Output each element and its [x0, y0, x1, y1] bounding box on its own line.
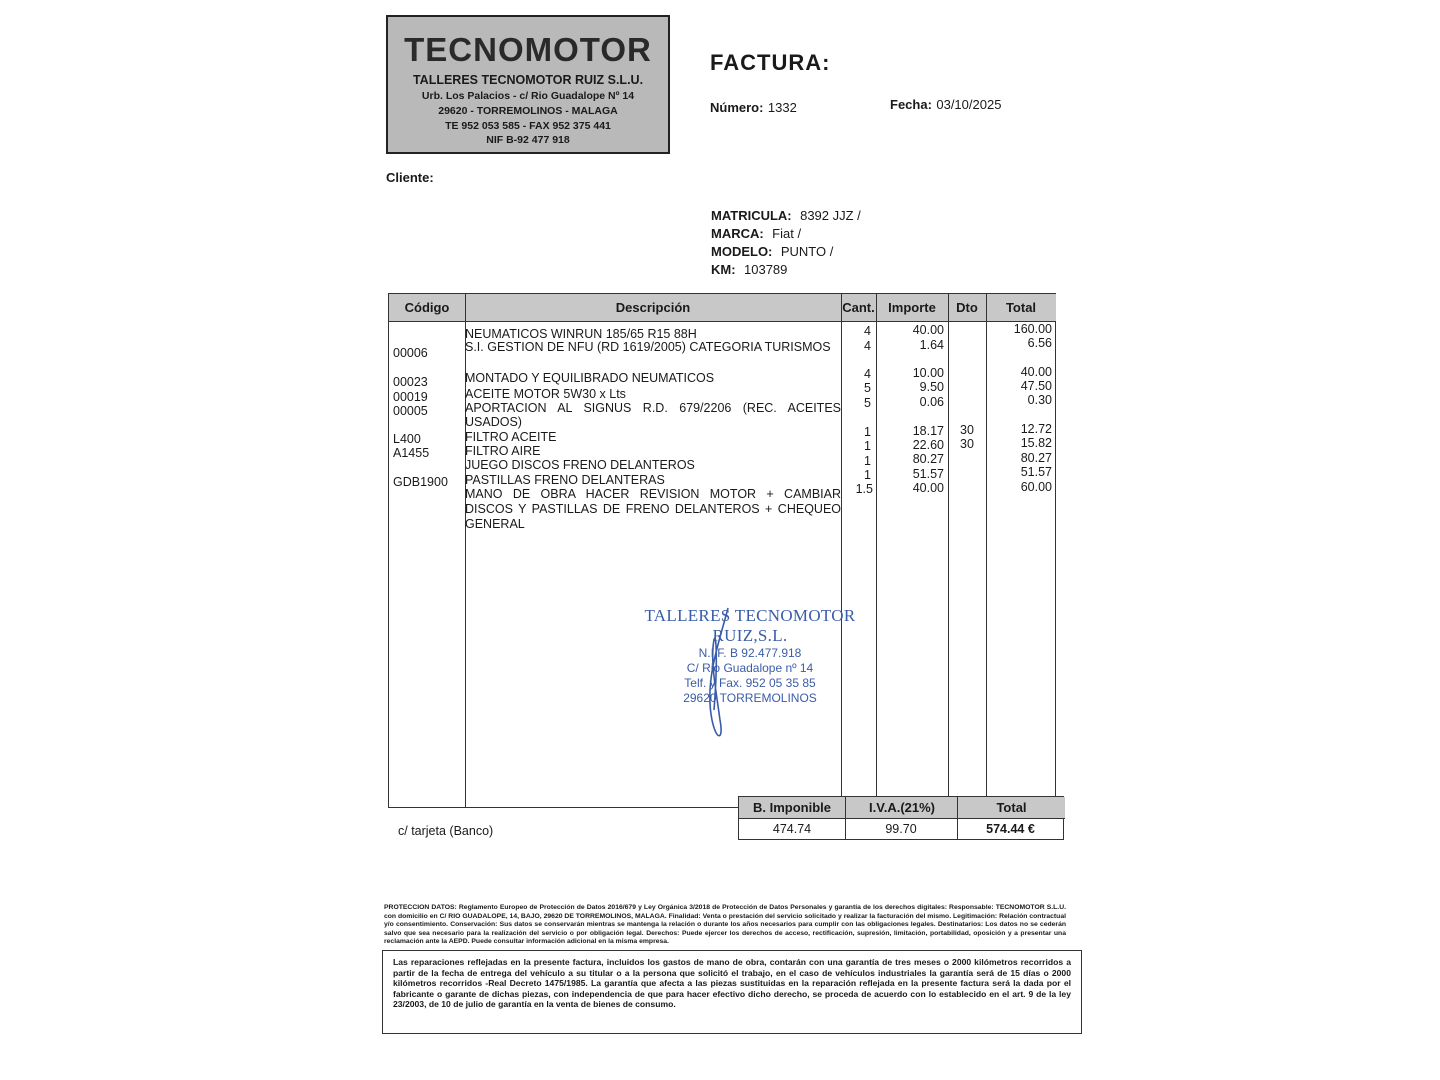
row-quantity: 1 — [864, 468, 871, 482]
vehicle-model — [711, 243, 833, 261]
row-description: MONTADO Y EQUILIBRADO NEUMATICOS — [465, 371, 715, 385]
row-total: 47.50 — [1020, 379, 1052, 393]
row-code: 00023 — [393, 375, 428, 389]
signature-icon — [690, 600, 750, 750]
row-price: 10.00 — [912, 366, 944, 380]
row-code: 00019 — [393, 390, 428, 404]
client-label: Cliente: — [386, 170, 434, 185]
row-discount: 30 — [960, 437, 974, 451]
row-description: S.I. GESTION DE NFU (RD 1619/2005) CATEGORIA TURISMOS — [465, 340, 831, 354]
vehicle-brand — [711, 225, 801, 243]
warranty-text: Las reparaciones reflejadas en la presente factura, incluidos los gastos de mano de obra, contarán con una garantía de tres meses o 2000 kilómetros recorridos a partir de la fecha de entrega del vehículo a su titular o a la persona que solicitó el trabajo, en el caso de vehículos industriales la garantía será de 15 días o 2000 kilómetros recorridos -Real Decreto 1475/1985. La garantía que afecta a las piezas sustituidas en la reparación reflejada en la presente factura será la dada por el fabricante o garante de dichas piezas, con independencia de que para hacer efectivo dicho derecho, se proceda de acuerdo con lo establecido en el art. 9 de la ley 23/2003, de 10 de julio de garantía en la venta de bienes de consumo. — [393, 957, 1071, 1010]
brand-value: Fiat / — [772, 226, 802, 241]
row-price: 40.00 — [912, 481, 944, 495]
row-price: 22.60 — [912, 438, 944, 452]
invoice-date-label: Fecha: — [890, 97, 932, 112]
invoice-title: FACTURA: — [710, 50, 831, 75]
invoice-number — [710, 99, 797, 117]
header-discount: Dto — [948, 294, 986, 322]
total-label: Total — [957, 797, 1065, 819]
row-quantity: 5 — [864, 396, 871, 410]
row-code: GDB1900 — [393, 475, 448, 489]
row-total: 160.00 — [1013, 322, 1052, 336]
warranty-notice — [382, 950, 1082, 1034]
row-total: 0.30 — [1027, 393, 1052, 407]
row-quantity: 1.5 — [855, 482, 873, 496]
row-total: 51.57 — [1020, 465, 1052, 479]
row-total: 80.27 — [1020, 451, 1052, 465]
row-quantity: 5 — [864, 381, 871, 395]
company-nif: NIF B-92 477 918 — [486, 134, 570, 146]
row-quantity: 1 — [864, 439, 871, 453]
row-price: 9.50 — [919, 380, 944, 394]
row-quantity: 4 — [864, 324, 871, 338]
stamp-phone: Telf. y Fax. 952 05 35 85 — [684, 676, 816, 690]
invoice-date — [890, 96, 1001, 114]
header-code: Código — [389, 294, 465, 322]
row-price: 80.27 — [912, 452, 944, 466]
totals-table — [738, 796, 1064, 840]
header-description: Descripción — [465, 294, 841, 322]
row-description: PASTILLAS FRENO DELANTERAS — [465, 473, 665, 487]
row-description: FILTRO ACEITE — [465, 430, 557, 444]
stamp-city: 29620 TORREMOLINOS — [683, 691, 817, 705]
company-logo-box — [386, 15, 670, 154]
row-description: APORTACION AL SIGNUS R.D. 679/2206 (REC. ACEITES USADOS) — [465, 401, 841, 429]
model-value: PUNTO / — [780, 244, 834, 259]
stamp-company-name: TALLERES TECNOMOTOR RUIZ,S.L. — [644, 606, 856, 645]
brand-label: MARCA: — [711, 226, 764, 241]
row-price: 1.64 — [919, 338, 944, 352]
row-quantity: 1 — [864, 425, 871, 439]
row-code: A1455 — [393, 446, 430, 460]
row-discount: 30 — [960, 423, 974, 437]
invoice-number-label: Número: — [710, 100, 764, 115]
row-total: 15.82 — [1020, 436, 1052, 450]
company-address-line2: 29620 - TORREMOLINOS - MALAGA — [438, 105, 618, 117]
vehicle-plate — [711, 207, 861, 225]
row-description: ACEITE MOTOR 5W30 x Lts — [465, 387, 626, 401]
row-code: L400 — [393, 432, 421, 446]
row-quantity: 1 — [864, 454, 871, 468]
vehicle-km — [711, 261, 787, 279]
km-label: KM: — [711, 262, 736, 277]
row-price: 18.17 — [912, 424, 944, 438]
row-total: 40.00 — [1020, 365, 1052, 379]
company-name: TALLERES TECNOMOTOR RUIZ S.L.U. — [412, 73, 644, 87]
row-quantity: 4 — [864, 367, 871, 381]
payment-method: c/ tarjeta (Banco) — [398, 824, 494, 838]
company-stamp — [640, 606, 860, 706]
header-total: Total — [986, 294, 1056, 322]
company-address-line1: Urb. Los Palacios - c/ Rio Guadalope Nº 14 — [421, 90, 635, 102]
header-quantity: Cant. — [841, 294, 876, 322]
row-description: MANO DE OBRA HACER REVISION MOTOR + CAMBIAR DISCOS Y PASTILLAS DE FRENO DELANTEROS + CHEQUEO GENERAL — [465, 487, 841, 531]
model-label: MODELO: — [711, 244, 773, 259]
column-divider — [948, 294, 949, 807]
row-total: 6.56 — [1027, 336, 1052, 350]
privacy-notice: PROTECCION DATOS: Reglamento Europeo de Protección de Datos 2016/679 y Ley Orgánica 3/2018 de Protección de Datos Personales y garantía de los derechos digitales: Responsable: TECNOMOTOR S.L.U. con domicilio en C/ RIO GUADALOPE, 14, BAJO, 29620 DE TORREMOLINOS, MALAGA. Finalidad: Venta o prestación del servicio solicitado y realizar la facturación del mismo. Legitimación: Relación contractual y/o consentimiento. Conservación: Sus datos se conservarán mientras se mantenga la relación o durante los años necesarios para cumplir con las obligaciones legales. Destinatarios: Los datos no se cederán salvo que sea necesario para la realización del servicio o por obligación legal. Derechos: Puede ejercer los derechos de acceso, rectificación, supresión, limitación, portabilidad, oposición y a presentar una reclamación ante la AEPD. Puede consultar información adicional en la misma empresa. — [384, 904, 1066, 946]
stamp-address: C/ Rio Guadalope nº 14 — [686, 661, 814, 675]
brand-name: TECNOMOTOR — [404, 31, 652, 68]
invoice-number-value: 1332 — [767, 100, 797, 115]
iva-value: 99.70 — [885, 822, 917, 836]
plate-value: 8392 JJZ / — [800, 208, 861, 223]
row-total: 12.72 — [1020, 422, 1052, 436]
row-price: 51.57 — [912, 467, 944, 481]
header-price: Importe — [876, 294, 948, 322]
stamp-nif: N.I.F. B 92.477.918 — [698, 646, 802, 660]
row-code: 00005 — [393, 404, 428, 418]
row-price: 40.00 — [912, 323, 944, 337]
row-description: JUEGO DISCOS FRENO DELANTEROS — [465, 458, 695, 472]
row-price: 0.06 — [919, 395, 944, 409]
base-value: 474.74 — [772, 822, 812, 836]
plate-label: MATRICULA: — [711, 208, 792, 223]
row-description: NEUMATICOS WINRUN 185/65 R15 88H — [465, 327, 697, 341]
total-value: 574.44 € — [986, 822, 1035, 836]
company-phone: TE 952 053 585 - FAX 952 375 441 — [445, 120, 611, 132]
row-description: FILTRO AIRE — [465, 444, 541, 458]
invoice-date-value: 03/10/2025 — [936, 97, 1002, 112]
row-quantity: 4 — [864, 339, 871, 353]
km-value: 103789 — [744, 262, 788, 277]
row-total: 60.00 — [1020, 480, 1052, 494]
base-label: B. Imponible — [739, 797, 845, 819]
iva-label: I.V.A.(21%) — [845, 797, 958, 819]
row-code: 00006 — [393, 346, 428, 360]
